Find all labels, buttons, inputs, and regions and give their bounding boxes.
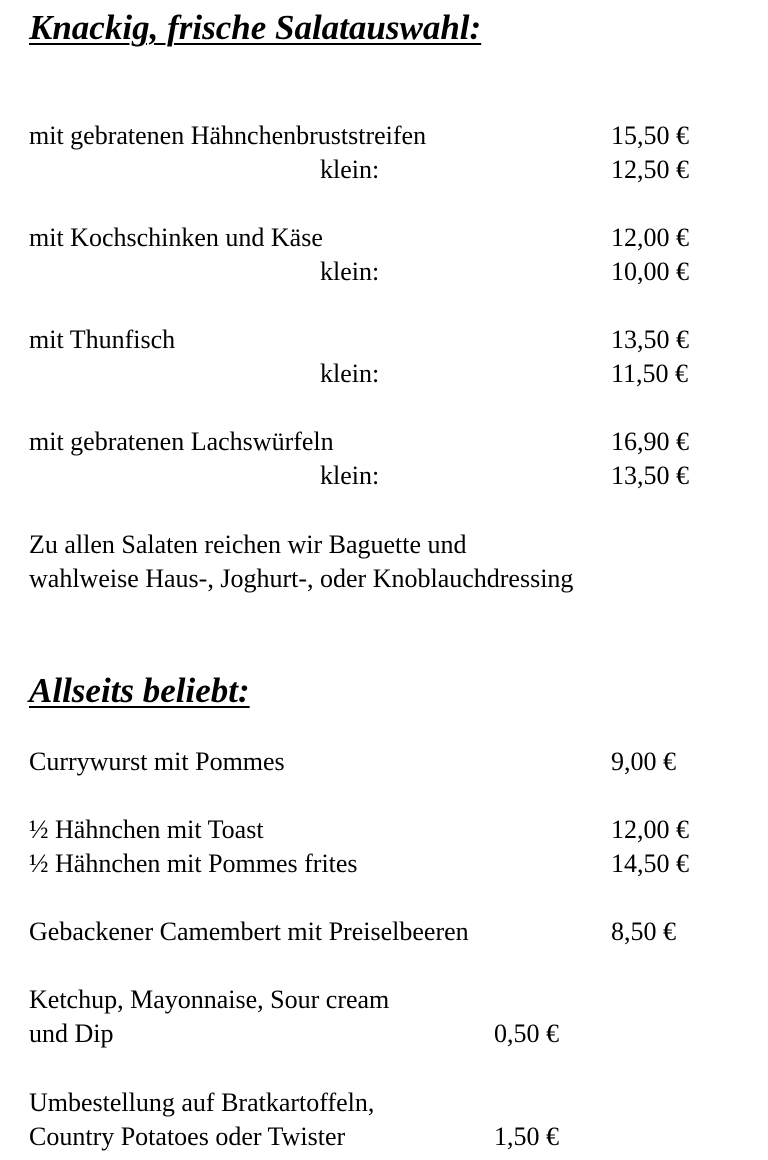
extra-item-line1: Ketchup, Mayonnaise, Sour cream: [29, 985, 390, 1014]
salad-item-name: mit gebratenen Lachswürfeln: [29, 427, 334, 456]
salad-note-line1: Zu allen Salaten reichen wir Baguette und: [29, 530, 467, 559]
extra-item-line1: Umbestellung auf Bratkartoffeln,: [29, 1088, 375, 1117]
salad-item-small-label: klein:: [320, 257, 380, 286]
popular-item-name: ½ Hähnchen mit Toast: [29, 815, 264, 844]
extra-item-price: 1,50 €: [494, 1122, 559, 1151]
popular-item-price: 14,50 €: [611, 849, 689, 878]
salad-item-price: 12,00 €: [611, 223, 689, 252]
salad-item-small-price: 12,50 €: [611, 155, 689, 184]
salad-item-small-label: klein:: [320, 461, 380, 490]
salad-item-name: mit gebratenen Hähnchenbruststreifen: [29, 121, 427, 150]
salad-item-small-label: klein:: [320, 359, 380, 388]
salad-item-small-price: 10,00 €: [611, 257, 689, 286]
extra-item-line2: Country Potatoes oder Twister: [29, 1122, 346, 1151]
salad-note-line2: wahlweise Haus-, Joghurt-, oder Knoblauchdressing: [29, 564, 574, 593]
extra-item-price: 0,50 €: [494, 1019, 559, 1048]
salad-item-small-price: 11,50 €: [611, 359, 689, 388]
popular-item-price: 8,50 €: [611, 917, 676, 946]
salad-section-title: Knackig, frische Salatauswahl:: [29, 8, 482, 47]
popular-item-name: Currywurst mit Pommes: [29, 747, 285, 776]
salad-item-price: 13,50 €: [611, 325, 689, 354]
salad-item-name: mit Thunfisch: [29, 325, 176, 354]
popular-item-price: 9,00 €: [611, 747, 676, 776]
popular-item-name: Gebackener Camembert mit Preiselbeeren: [29, 917, 469, 946]
extra-item-line2: und Dip: [29, 1019, 114, 1048]
salad-item-small-label: klein:: [320, 155, 380, 184]
salad-item-price: 15,50 €: [611, 121, 689, 150]
popular-section-title: Allseits beliebt:: [29, 671, 250, 710]
popular-item-name: ½ Hähnchen mit Pommes frites: [29, 849, 358, 878]
popular-item-price: 12,00 €: [611, 815, 689, 844]
salad-item-small-price: 13,50 €: [611, 461, 689, 490]
salad-item-price: 16,90 €: [611, 427, 689, 456]
salad-item-name: mit Kochschinken und Käse: [29, 223, 323, 252]
